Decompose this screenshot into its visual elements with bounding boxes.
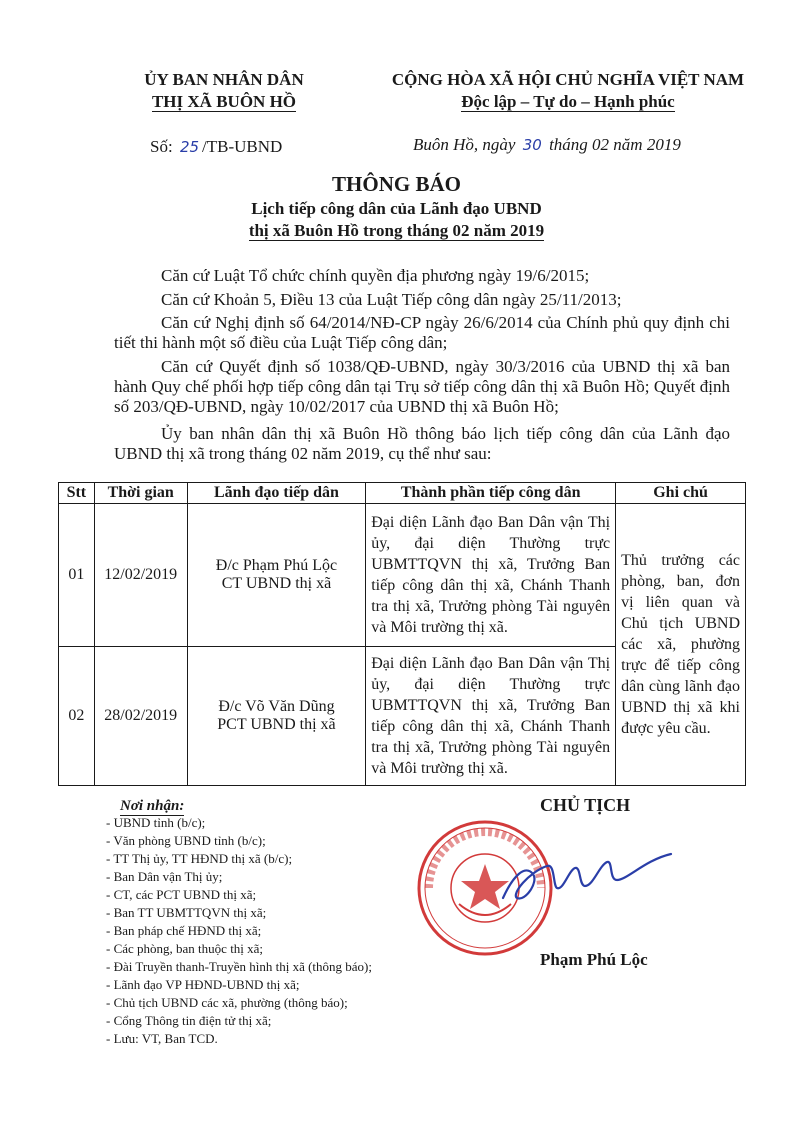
row-stt: 01: [59, 504, 95, 647]
org-name-line2: THỊ XÃ BUÔN HỒ: [151, 92, 297, 111]
list-item: - Văn phòng UBND tỉnh (b/c);: [106, 833, 266, 848]
announcement-intro: Ủy ban nhân dân thị xã Buôn Hồ thông báo lịch tiếp công dân của Lãnh đạo UBND thị xã trong tháng 02 năm 2019, cụ thể như sau:: [114, 424, 730, 463]
list-item: - Chủ tịch UBND các xã, phường (thông báo);: [106, 995, 348, 1010]
list-item: - Cổng Thông tin điện tử thị xã;: [106, 1013, 272, 1028]
document-subtitle-line2: thị xã Buôn Hồ trong tháng 02 năm 2019: [248, 221, 545, 240]
list-item: - TT Thị ủy, TT HĐND thị xã (b/c);: [106, 851, 293, 866]
list-item: - Lãnh đạo VP HĐND-UBND thị xã;: [106, 977, 300, 992]
row-stt: 02: [59, 647, 95, 786]
org-name-line1: ỦY BAN NHÂN DÂN: [144, 70, 304, 89]
legal-basis-4: Căn cứ Quyết định số 1038/QĐ-UBND, ngày 30/3/2016 của UBND thị xã ban hành Quy chế phối hợp tiếp công dân tại Trụ sở tiếp công dân thị xã Buôn Hồ; Quyết định số 203/QĐ-UBND, ngày 10/02/2017 của UBND thị xã Buôn Hồ;: [114, 357, 730, 416]
document-number: Số: 25 /TB-UBND: [150, 137, 283, 156]
document-subtitle-line1: Lịch tiếp công dân của Lãnh đạo UBND: [251, 199, 542, 218]
national-title: CỘNG HÒA XÃ HỘI CHỦ NGHĨA VIỆT NAM: [391, 70, 745, 89]
list-item: - Ban Dân vận Thị ủy;: [106, 869, 223, 884]
list-item: - Các phòng, ban thuộc thị xã;: [106, 941, 264, 956]
signer-title: CHỦ TỊCH: [540, 795, 631, 815]
col-header-composition: Thành phần tiếp công dân: [366, 483, 616, 504]
row-leader: Đ/c Phạm Phú Lộc CT UBND thị xã: [187, 504, 366, 647]
handwritten-signature: [495, 836, 685, 916]
legal-basis-2: Căn cứ Khoản 5, Điều 13 của Luật Tiếp công dân ngày 25/11/2013;: [161, 290, 622, 309]
row-composition: Đại diện Lãnh đạo Ban Dân vận Thị ủy, đại diện Thường trực UBMTTQVN thị xã, Trưởng Ban tiếp công dân thị xã, Chánh Thanh tra thị xã, Trưởng phòng Tài nguyên và Môi trường thị xã.: [366, 504, 616, 647]
document-title: THÔNG BÁO: [332, 172, 461, 196]
document-date: Buôn Hồ, ngày 30 tháng 02 năm 2019: [413, 135, 681, 154]
handwritten-day: 30: [522, 136, 542, 154]
row-note: Thủ trưởng các phòng, ban, đơn vị liên quan và Chủ tịch UBND các xã, phường trực để tiếp công dân cùng lãnh đạo UBND thị xã khi được yêu cầu.: [616, 504, 746, 786]
list-item: - UBND tỉnh (b/c);: [106, 815, 206, 830]
row-date: 28/02/2019: [94, 647, 187, 786]
col-header-leader: Lãnh đạo tiếp dân: [187, 483, 366, 504]
col-header-note: Ghi chú: [616, 483, 746, 504]
row-composition: Đại diện Lãnh đạo Ban Dân vận Thị ủy, đại diện Thường trực UBMTTQVN thị xã, Trưởng Ban tiếp công dân thị xã, Chánh Thanh tra thị xã, Trưởng phòng Tài nguyên và Môi trường thị xã.: [366, 647, 616, 786]
legal-basis-3: Căn cứ Nghị định số 64/2014/NĐ-CP ngày 26/6/2014 của Chính phủ quy định chi tiết thi hành một số điều của Luật Tiếp công dân;: [114, 313, 730, 352]
table-row: [59, 504, 746, 647]
list-item: - Lưu: VT, Ban TCD.: [106, 1031, 218, 1046]
list-item: - Đài Truyền thanh-Truyền hình thị xã (thông báo);: [106, 959, 372, 974]
col-header-stt: Stt: [59, 483, 95, 504]
schedule-table: [58, 482, 746, 786]
handwritten-number: 25: [179, 138, 200, 156]
signer-name: Phạm Phú Lộc: [540, 950, 648, 969]
row-leader: Đ/c Võ Văn Dũng PCT UBND thị xã: [187, 647, 366, 786]
recipients-title: Nơi nhận:: [120, 798, 185, 814]
legal-basis-1: Căn cứ Luật Tổ chức chính quyền địa phương ngày 19/6/2015;: [161, 266, 590, 285]
list-item: - Ban pháp chế HĐND thị xã;: [106, 923, 262, 938]
table-header-row: [59, 483, 746, 504]
row-date: 12/02/2019: [94, 504, 187, 647]
list-item: - Ban TT UBMTTQVN thị xã;: [106, 905, 267, 920]
list-item: - CT, các PCT UBND thị xã;: [106, 887, 257, 902]
col-header-time: Thời gian: [94, 483, 187, 504]
national-motto: Độc lập – Tự do – Hạnh phúc: [461, 92, 675, 111]
